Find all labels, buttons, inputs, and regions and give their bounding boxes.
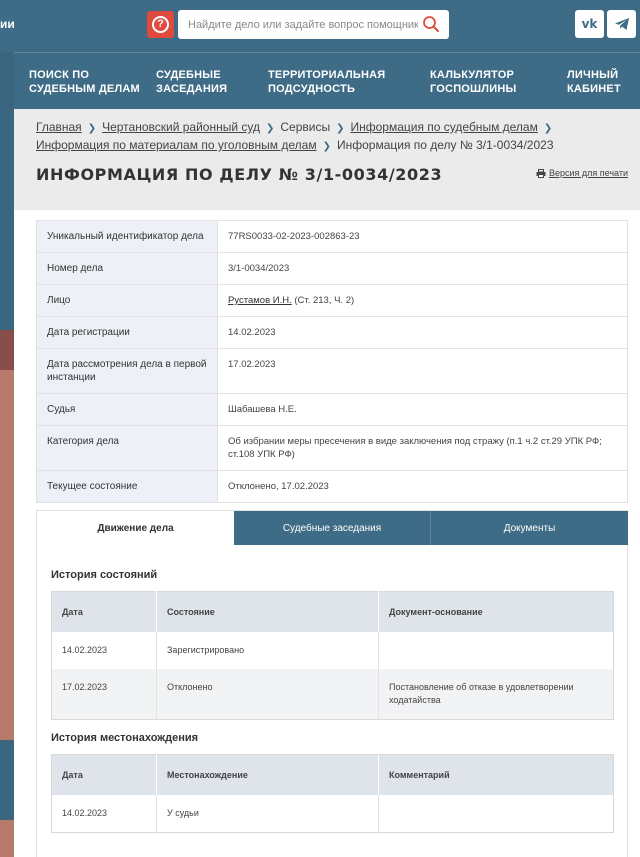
tab-documents[interactable]: Документы [431, 511, 628, 545]
status-history-table [51, 591, 614, 720]
field-value: 17.02.2023 [218, 349, 628, 394]
telegram-button[interactable] [607, 10, 636, 38]
nav-item-label: ПОДСУДНОСТЬ [268, 83, 356, 95]
nav-item-label: КАЛЬКУЛЯТОР [430, 69, 514, 81]
field-value: Отклонено, 17.02.2023 [218, 471, 628, 503]
chevron-right-icon: ❯ [322, 141, 331, 152]
tabs-panel [36, 510, 628, 857]
telegram-icon [614, 17, 630, 31]
table-row [52, 669, 614, 720]
field-label: Текущее состояние [37, 471, 218, 503]
tab-case-movement[interactable]: Движение дела [37, 511, 234, 545]
header-cut-text: ии [0, 17, 15, 31]
table-row [37, 349, 628, 394]
table-row [37, 317, 628, 349]
field-label: Дата регистрации [37, 317, 218, 349]
breadcrumb-link[interactable]: Информация по материалам по уголовным делам [36, 138, 317, 152]
chevron-right-icon: ❯ [87, 123, 97, 134]
field-value: 3/1-0034/2023 [218, 253, 628, 285]
field-label: Номер дела [37, 253, 218, 285]
field-label: Дата рассмотрения дела в первой инстанции [37, 349, 218, 394]
table-cell: Отклонено [157, 669, 379, 720]
page-title [36, 165, 442, 184]
column-header: Состояние [157, 592, 379, 632]
search-input[interactable] [178, 10, 418, 39]
chevron-right-icon: ❯ [265, 123, 275, 134]
field-value: 77RS0033-02-2023-002863-23 [218, 221, 628, 253]
question-circle-icon: ? [152, 16, 169, 33]
table-row [52, 632, 614, 669]
search-icon[interactable] [422, 15, 440, 33]
person-article: (Ст. 213, Ч. 2) [291, 295, 355, 306]
table-cell: 17.02.2023 [52, 669, 157, 720]
page-title-text: ИНФОРМАЦИЯ ПО ДЕЛУ № 3/1-0034/2023 [36, 165, 443, 184]
breadcrumb [36, 119, 626, 155]
field-label: Уникальный идентификатор дела [37, 221, 218, 253]
nav-item-label: ГОСПОШЛИНЫ [430, 83, 517, 95]
field-label: Лицо [37, 285, 218, 317]
print-version-label: Версия для печати [548, 168, 628, 178]
field-value: Шабашева Н.Е. [218, 394, 628, 426]
table-cell [379, 795, 614, 833]
top-header [0, 0, 640, 52]
field-value: 14.02.2023 [218, 317, 628, 349]
field-value [218, 285, 628, 317]
vk-icon: vk [581, 17, 598, 31]
breadcrumb-link[interactable]: Главная [36, 120, 82, 134]
table-cell: 14.02.2023 [62, 807, 108, 818]
case-info-table [36, 220, 628, 503]
main-nav [14, 52, 640, 109]
nav-item-label: ПОИСК ПО [29, 69, 90, 81]
table-row [37, 426, 628, 471]
strip-segment [0, 370, 14, 740]
left-decorative-strip [0, 0, 14, 857]
nav-item-label: ЛИЧНЫЙ [567, 69, 619, 81]
table-row [37, 253, 628, 285]
nav-item-personal-cabinet[interactable] [567, 68, 621, 96]
nav-item-jurisdiction[interactable] [268, 68, 385, 96]
column-header: Дата [52, 592, 157, 632]
location-history-table [51, 754, 614, 833]
location-history-title: История местонахождения [51, 732, 199, 744]
person-link[interactable]: Рустамов И.Н. [228, 295, 292, 306]
breadcrumb-link[interactable]: Информация по судебным делам [350, 120, 538, 134]
table-row [37, 285, 628, 317]
print-version-link[interactable] [536, 168, 628, 178]
field-label: Судья [37, 394, 218, 426]
table-row [37, 221, 628, 253]
nav-item-court-sessions[interactable] [156, 68, 227, 96]
table-row [37, 394, 628, 426]
strip-segment [0, 740, 14, 820]
breadcrumb-link[interactable]: Чертановский районный суд [102, 120, 260, 134]
column-header: Дата [52, 755, 157, 795]
title-area [14, 109, 640, 210]
table-row [52, 795, 614, 833]
nav-item-label: ТЕРРИТОРИАЛЬНАЯ [268, 69, 386, 81]
table-header-row [52, 592, 614, 632]
chevron-right-icon: ❯ [336, 123, 345, 134]
column-header: Документ-основание [379, 592, 614, 632]
vk-button[interactable] [575, 10, 604, 38]
table-cell [379, 632, 614, 669]
nav-item-case-search[interactable] [29, 68, 140, 96]
chevron-right-icon: ❯ [543, 123, 553, 134]
printer-icon [536, 169, 546, 178]
status-history-title: История состояний [51, 569, 158, 581]
breadcrumb-text: Сервисы [280, 120, 331, 134]
table-row [37, 471, 628, 503]
column-header: Комментарий [379, 755, 614, 795]
table-cell: 14.02.2023 [62, 644, 108, 655]
table-cell: У судьи [157, 795, 379, 833]
nav-item-fee-calculator[interactable] [430, 68, 516, 96]
field-label: Категория дела [37, 426, 218, 471]
nav-item-label: СУДЕБНЫМ ДЕЛАМ [29, 83, 140, 95]
table-header-row [52, 755, 614, 795]
breadcrumb-current: Информация по делу № 3/1-0034/2023 [336, 138, 554, 152]
nav-item-label: ЗАСЕДАНИЯ [156, 83, 228, 95]
field-value: Об избрании меры пресечения в виде заключения под стражу (п.1 ч.2 ст.29 УПК РФ; ст.108 УПК РФ) [218, 426, 628, 471]
tab-court-sessions[interactable]: Судебные заседания [234, 511, 431, 545]
nav-item-label: СУДЕБНЫЕ [156, 69, 221, 81]
strip-segment [0, 330, 14, 370]
help-button[interactable] [147, 11, 174, 38]
column-header: Местонахождение [157, 755, 379, 795]
nav-item-label: КАБИНЕТ [567, 83, 621, 95]
table-cell: Постановление об отказе в удовлетворении ходатайства [379, 669, 614, 720]
search-box [178, 10, 449, 39]
table-cell: Зарегистрировано [157, 632, 379, 669]
strip-segment [0, 820, 14, 857]
